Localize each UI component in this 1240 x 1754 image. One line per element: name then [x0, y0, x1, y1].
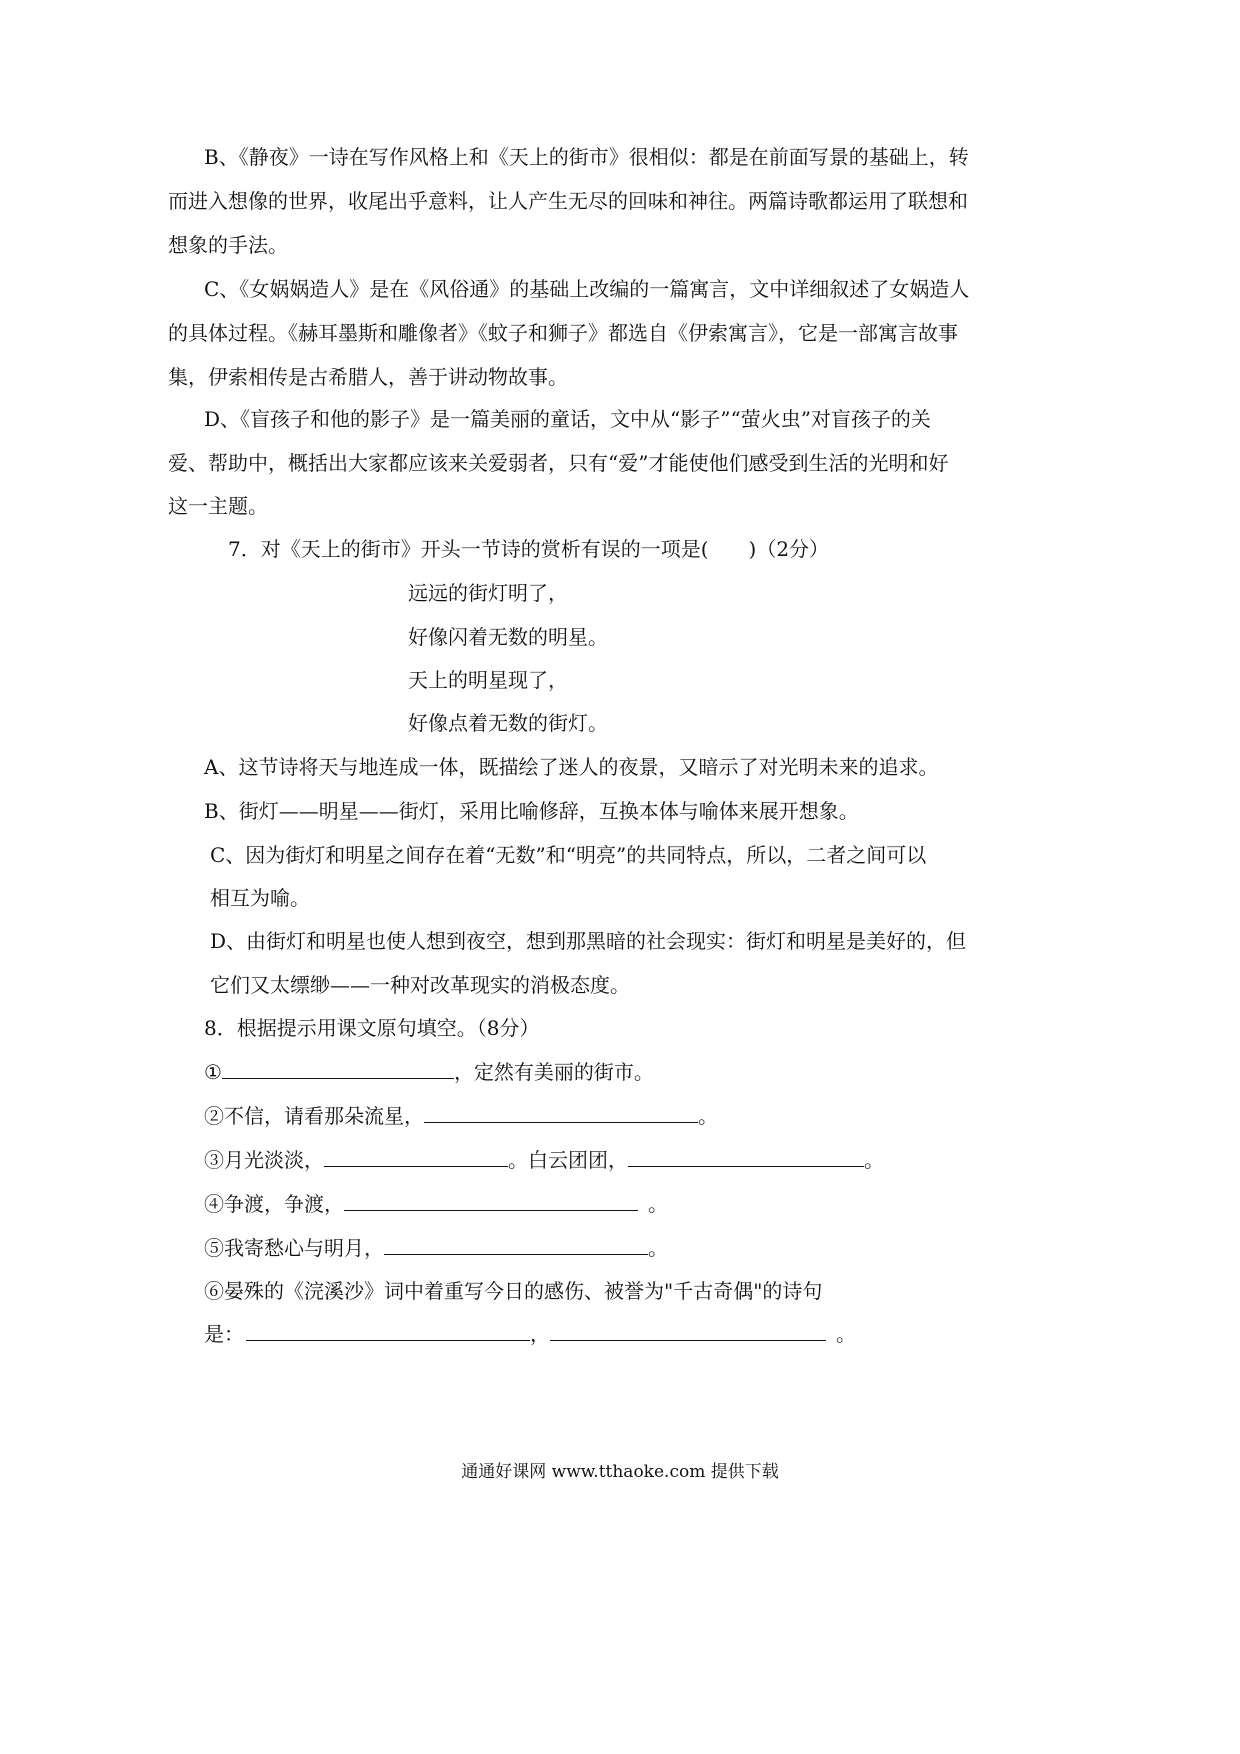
line-b3: 想象的手法。 — [168, 233, 288, 257]
blank-5[interactable] — [384, 1234, 648, 1255]
poem-line-1: 远远的街灯明了， — [408, 581, 568, 605]
option-7a: A、这节诗将天与地连成一体，既描绘了迷人的夜景，又暗示了对光明未来的追求。 — [204, 755, 939, 779]
fill-item-1 — [204, 1058, 654, 1086]
blank-6a[interactable] — [246, 1320, 530, 1341]
line-d3: 这一主题。 — [168, 494, 268, 518]
option-7d-line1: D、由街灯和明星也使人想到夜空，想到那黑暗的社会现实：街灯和明星是美好的，但 — [210, 929, 967, 953]
fill-item-6-middle: ， — [530, 1322, 550, 1346]
poem-line-2: 好像闪着无数的明星。 — [408, 625, 608, 649]
fill-item-5-suffix: 。 — [648, 1236, 668, 1260]
fill-item-6-prefix: 是： — [204, 1322, 244, 1346]
blank-6b[interactable] — [550, 1320, 826, 1341]
blank-2[interactable] — [424, 1102, 698, 1123]
page-footer: 通通好课网 www.tthaoke.com 提供下载 — [461, 1462, 779, 1482]
question-8: 8．根据提示用课文原句填空。（8分） — [204, 1016, 540, 1040]
fill-item-4-suffix: 。 — [648, 1192, 668, 1216]
line-b2: 而进入想像的世界，收尾出乎意料，让人产生无尽的回味和神往。两篇诗歌都运用了联想和 — [168, 189, 968, 213]
fill-item-6-line1: ⑥晏殊的《浣溪沙》词中着重写今日的感伤、被誉为"千古奇偶"的诗句 — [204, 1279, 823, 1303]
blank-3b[interactable] — [628, 1146, 864, 1167]
fill-item-2-prefix: ②不信，请看那朵流星， — [204, 1104, 424, 1128]
fill-item-2 — [204, 1102, 718, 1130]
blank-3a[interactable] — [324, 1146, 508, 1167]
fill-item-6-suffix: 。 — [836, 1322, 856, 1346]
option-7b: B、街灯——明星——街灯，采用比喻修辞，互换本体与喻体来展开想象。 — [204, 799, 859, 823]
fill-item-3-middle: 。白云团团， — [508, 1148, 628, 1172]
blank-1[interactable] — [222, 1058, 454, 1079]
line-c2: 的具体过程。《赫耳墨斯和雕像者》《蚊子和狮子》都选自《伊索寓言》，它是一部寓言故事 — [168, 321, 958, 345]
poem-line-3: 天上的明星现了， — [408, 668, 568, 692]
line-d1: D、《盲孩子和他的影子》是一篇美丽的童话，文中从“影子”“萤火虫”对盲孩子的关 — [204, 407, 931, 431]
blank-4[interactable] — [344, 1190, 638, 1211]
fill-item-5 — [204, 1234, 668, 1262]
option-7d-line2: 它们又太缥缈——一种对改革现实的消极态度。 — [210, 973, 630, 997]
line-d2: 爱、帮助中，概括出大家都应该来关爱弱者，只有“爱”才能使他们感受到生活的光明和好 — [168, 451, 949, 475]
fill-item-4-prefix: ④争渡，争渡， — [204, 1192, 344, 1216]
question-7: 7．对《天上的街市》开头一节诗的赏析有误的一项是( )（2分） — [228, 537, 830, 561]
fill-item-2-suffix: 。 — [698, 1104, 718, 1128]
option-7c-line2: 相互为喻。 — [210, 886, 310, 910]
line-c3: 集，伊索相传是古希腊人，善于讲动物故事。 — [168, 365, 568, 389]
fill-item-3 — [204, 1146, 884, 1174]
line-c1: C、《女娲娲造人》是在《风俗通》的基础上改编的一篇寓言，文中详细叙述了女娲造人 — [204, 277, 970, 301]
poem-line-4: 好像点着无数的街灯。 — [408, 711, 608, 735]
fill-item-3-suffix: 。 — [864, 1148, 884, 1172]
fill-item-5-prefix: ⑤我寄愁心与明月， — [204, 1236, 384, 1260]
fill-item-1-prefix: ① — [204, 1060, 222, 1084]
line-b1: B、《静夜》一诗在写作风格上和《天上的街市》很相似：都是在前面写景的基础上，转 — [204, 145, 969, 169]
fill-item-4 — [204, 1190, 668, 1218]
fill-item-3-prefix: ③月光淡淡， — [204, 1148, 324, 1172]
fill-item-1-suffix: ，定然有美丽的街市。 — [453, 1060, 654, 1084]
option-7c-line1: C、因为街灯和明星之间存在着“无数”和“明亮”的共同特点，所以，二者之间可以 — [210, 843, 927, 867]
fill-item-6-line2 — [204, 1320, 856, 1348]
